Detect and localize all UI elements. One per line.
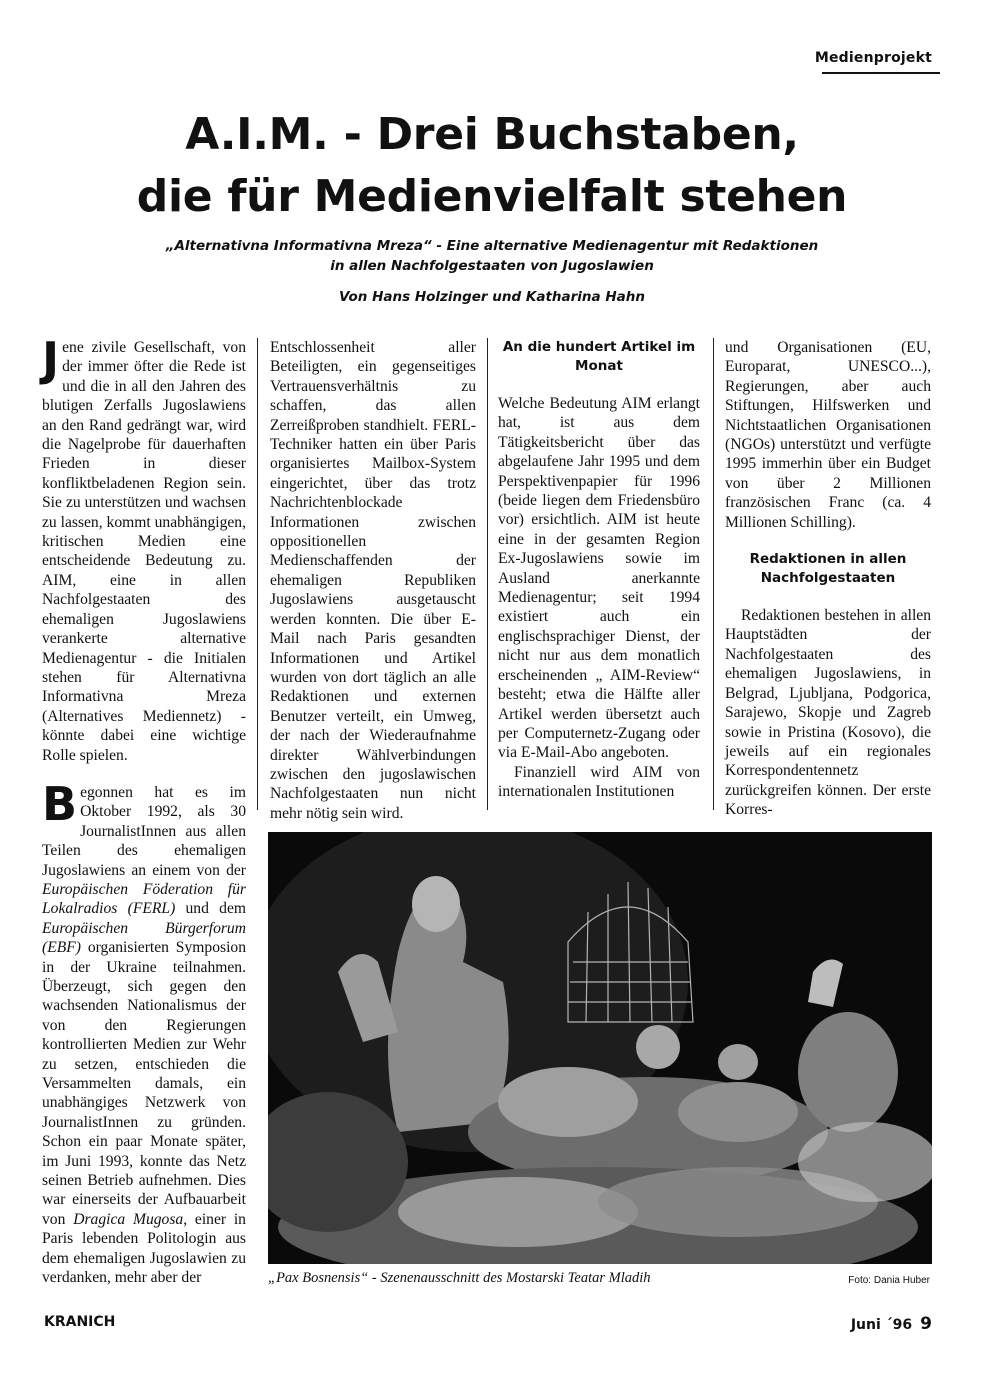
paragraph-intro	[42, 332, 246, 765]
text-run: organisierten Symposion in der Ukraine teilnahmen. Überzeugt, sich gegen den wachsenden Nationalismus der von den Regierungen kontrollierten Medien zur Wehr zu setzen, entschieden die Versammelten damals, ein unabhängiges Netzwerk von JournalistInnen zu gründen. Schon ein paar Monate später, im Juni 1993, konnte das Netz seinen Betrieb aufnehmen. Dies war einerseits der Aufbauarbeit von	[42, 939, 246, 1228]
drop-cap-j: J	[42, 332, 60, 386]
paragraph-organisations: und Organisationen (EU, Europarat, UNESCO...), Regierungen, aber auch Stiftungen, Hilfswerken und Nichtstaatlichen Organisationen (NGOs) unterstützt und verfügte 1995 immerhin über ein Budget von über 2 Millionen französischen Franc (ca. 4 Millionen Schilling).	[725, 339, 931, 531]
section-label: Medienprojekt	[814, 50, 932, 66]
subheading-articles: An die hundert Artikel im Monat	[502, 339, 696, 374]
italic-org-ebf: Europäischen Bürgerforum (EBF)	[42, 919, 246, 957]
paragraph-mailbox: Entschlossenheit aller Beteiligten, ein gegenseitiges Vertrauensverhältnis zu schaffen, das allen Zerreißproben standhielt. FERL-Techniker hatten ein über Paris organisiertes Mailbox-System eingerichtet, über das trotz Nachrichtenblockade Informationen zwischen oppositionellen Medienschaffenden der ehemaligen Republiken Jugoslawiens ausgetauscht werden konnten. Die über E-Mail nach Paris gesandten Informationen und Artikel wurden von dort täglich an alle Redaktionen und externen Benutzer verteilt, ein Umweg, der nach der Wiederaufnahme direkter Wählverbindungen zwischen den jugoslawischen Nachfolgestaaten nun nicht mehr nötig sein wird.	[270, 339, 476, 822]
italic-org-ferl: Europäischen Föderation für Lokalradios (FERL)	[42, 880, 246, 918]
photo-caption: „Pax Bosnensis“ - Szenenausschnitt des Mostarski Teatar Mladih	[268, 1270, 651, 1286]
subtitle-line-2: in allen Nachfolgestaaten von Jugoslawien	[330, 258, 654, 274]
column-2	[270, 338, 476, 823]
subtitle-line-1: „Alternativna Informativna Mreza“ - Eine alternative Medienagentur mit Redaktionen	[165, 238, 819, 254]
title-line-1: A.I.M. - Drei Buchstaben,	[185, 109, 799, 160]
section-rule	[822, 72, 940, 74]
italic-person-name: Dragica Mugosa	[73, 1210, 184, 1228]
column-3	[498, 338, 700, 802]
paragraph-importance: Welche Bedeutung AIM erlangt hat, ist aus dem Tätigkeitsbericht über das abgelaufene Jahr 1995 und dem Perspektivenpapier für 1996 (beide liegen dem Friedensbüro vor) ersichtlich. AIM ist heute eine in der gesamten Region Ex-Jugoslawiens sowie im Ausland anerkannte Medienagentur; seit 1994 existiert auch ein englischsprachiger Dienst, der nicht nur aus dem monatlich erscheinenden „ AIM-Review“ besteht; etwa die Hälfte aller Artikel werden übersetzt auch per Computernetz-Zugang oder via E-Mail-Abo angeboten.	[498, 395, 700, 762]
column-divider	[713, 338, 714, 810]
theatre-photo	[268, 832, 932, 1264]
issue-date: Juni ´96	[850, 1317, 913, 1333]
article-title	[0, 104, 984, 228]
column-divider	[487, 338, 488, 810]
text-run: egonnen hat es im Oktober 1992, als 30 JournalistInnen aus allen Teilen des ehemaligen Jugoslawiens an einem von der	[42, 783, 246, 879]
paragraph-redaktionen: Redaktionen bestehen in allen Hauptstädten der Nachfolgestaaten des ehemaligen Jugoslawiens, in Belgrad, Ljubljana, Podgorica, Sarajewo, Skopje und Zagreb sowie in Pristina (Kosovo), die jeweils auf ein regionales Korrespondentennetz zurückgreifen können. Der erste Korres-	[725, 607, 931, 819]
paragraph-financing: Finanziell wird AIM von internationalen Institutionen	[498, 763, 700, 801]
magazine-name: KRANICH	[44, 1314, 116, 1330]
text-run: und dem	[175, 900, 246, 918]
title-line-2: die für Medienvielfalt stehen	[136, 171, 848, 222]
column-divider	[257, 338, 258, 810]
subheading-redaktionen: Redaktionen in allen Nachfolgestaaten	[749, 551, 907, 587]
article-subtitle	[80, 236, 904, 276]
column-1	[42, 332, 246, 1288]
photo-credit: Foto: Dania Huber	[848, 1275, 930, 1286]
page-number: 9	[920, 1314, 932, 1334]
paragraph-history	[42, 776, 246, 1288]
footer-issue-page	[851, 1314, 932, 1334]
drop-cap-b: B	[42, 776, 78, 831]
byline: Von Hans Holzinger und Katharina Hahn	[339, 289, 645, 305]
paragraph-intro-text: ene zivile Gesellschaft, von der immer öfter die Rede ist und die in all den Jahren des blutigen Zerfalls Jugoslawiens an den Rand gedrängt war, wird die Nagelprobe für dauerhaften Frieden in dieser konfliktbeladenen Region sein. Sie zu unterstützen und wachsen zu lassen, kommt unabhängigen, kritischen Medien eine entscheidende Bedeutung zu. AIM, eine in allen Nachfolgestaaten des ehemaligen Jugoslawiens verankerte alternative Medienagentur - die Initialen stehen für Alternativna Informativna Mreza (Alternatives Mediennetz) - könnte dabei eine wichtige Rolle spielen.	[42, 339, 246, 764]
text-run: , einer in Paris lebenden Politologin aus dem ehemaligen Jugoslawien zu verdanken, mehr aber der	[42, 1210, 246, 1287]
column-4	[725, 338, 931, 820]
theatre-photo-drawing	[268, 832, 932, 1264]
